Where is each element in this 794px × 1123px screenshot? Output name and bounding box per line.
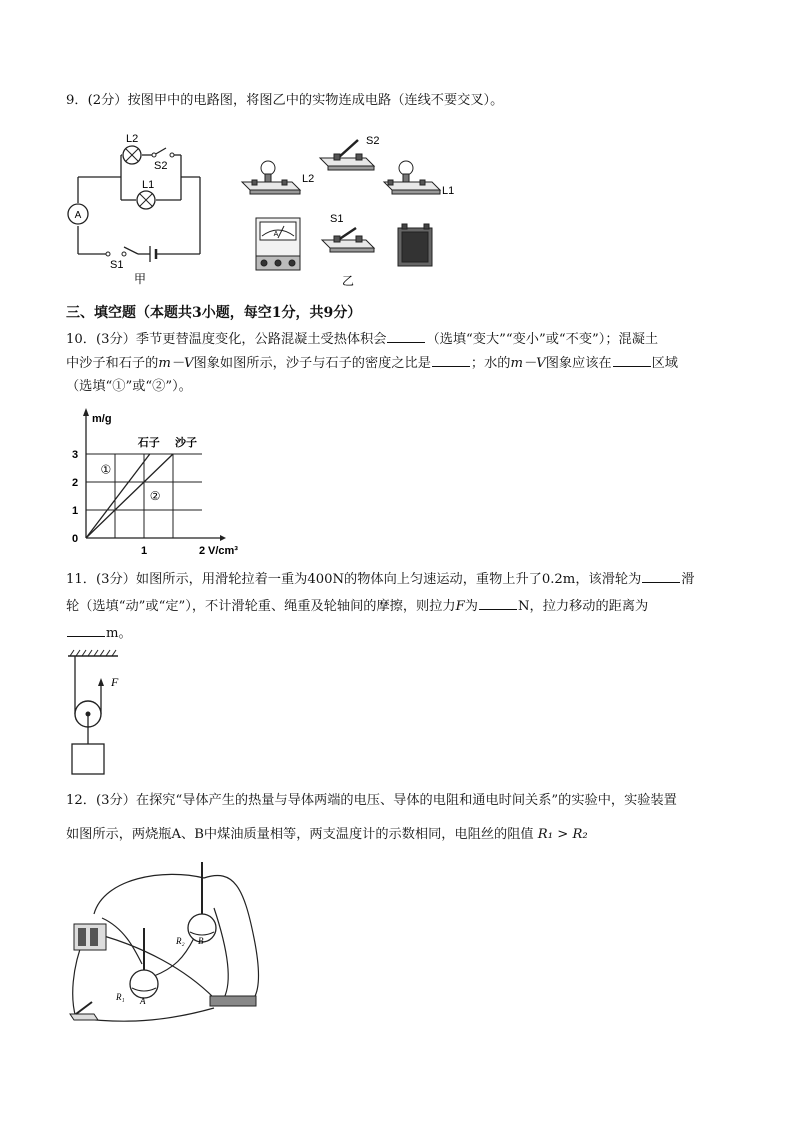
mv-chart	[64, 404, 264, 562]
section-heading: 三、填空题（本题共3小题，每空1分，共9分）	[66, 305, 362, 321]
q11-line2a: 轮（选填“动”或“定”），不计滑轮重、绳重及轮轴间的摩擦，则拉力	[66, 599, 456, 614]
q10-blank2[interactable]	[432, 354, 470, 367]
q12-line2	[66, 826, 588, 844]
label-S1: S1	[110, 259, 124, 271]
q10-line2a: 中沙子和石子的	[66, 356, 159, 371]
q10-mv-symbol-2: m－V	[510, 356, 546, 371]
q12-line2-text: 如图所示，两烧瓶A、B中煤油质量相等，两支温度计的示数相同，电阻丝的阻值	[66, 827, 534, 842]
caption-jia: 甲	[133, 272, 147, 285]
q11-line1	[66, 570, 694, 589]
y-axis-label: m/g	[92, 413, 112, 425]
q10-line3: （选填“①”或“②”）。	[66, 379, 192, 394]
q12-line1: 12．(3分）在探究“导体产生的热量与导体两端的电压、导体的电阻和通电时间关系”的实验中，实验装置	[66, 793, 677, 808]
q11-line2b: 为	[464, 599, 478, 614]
apparatus-figure	[64, 848, 284, 1028]
q11-line1b: 滑	[681, 572, 695, 587]
q10-line2c: ；水的	[470, 356, 511, 371]
label-yi-S1: S1	[330, 213, 344, 225]
q10-blank3[interactable]	[613, 354, 651, 367]
ammeter-label: A	[74, 210, 82, 221]
label-B: B	[198, 936, 204, 946]
y-tick-label: 2	[72, 477, 79, 489]
region-label-2: ②	[149, 489, 161, 504]
region-label-1: ①	[100, 462, 112, 477]
pulley-F-label: F	[111, 675, 119, 689]
q10-blank1[interactable]	[387, 330, 425, 343]
pulley-figure	[66, 648, 136, 780]
components-figure-yi	[238, 128, 460, 288]
x-axis-label: V/cm³	[208, 545, 238, 557]
caption-yi: 乙	[341, 274, 355, 288]
q11-F-symbol: F	[455, 599, 465, 614]
q10-line2	[66, 354, 678, 373]
label-L2: L2	[126, 133, 139, 145]
series-label: 石子	[137, 436, 160, 449]
x-tick-label: 2	[199, 545, 206, 557]
meter-face-label: A	[273, 231, 279, 238]
label-R1: R₁	[116, 992, 125, 1002]
q11-blank3[interactable]	[67, 624, 105, 637]
q11-line2c: N，拉力移动的距离为	[517, 599, 649, 614]
circuit-diagram-jia	[66, 130, 216, 285]
y-tick-label: 3	[72, 449, 79, 461]
q10-line2e: 区域	[651, 356, 678, 371]
q11-blank2[interactable]	[479, 597, 517, 610]
q11-line3	[66, 624, 132, 643]
q12-formula: R₁ > R₂	[537, 827, 588, 842]
q10-line1b: （选填“变大”“变小”或“不变”）；混凝土	[426, 332, 659, 347]
label-R2: R₂	[176, 936, 185, 946]
q9-text: 9．(2分）按图甲中的电路图，将图乙中的实物连成电路（连线不要交叉）。	[66, 93, 504, 108]
label-A: A	[140, 996, 146, 1006]
q10-line2b: 图象如图所示，沙子与石子的密度之比是	[193, 356, 431, 371]
series-label: 沙子	[175, 436, 197, 449]
q11-blank1[interactable]	[642, 570, 680, 583]
x-tick-label: 1	[141, 545, 148, 557]
y-axis-arrow	[83, 408, 89, 416]
q10-line2d: 图象应该在	[545, 356, 612, 371]
series-line	[86, 454, 150, 538]
q10-line1	[66, 330, 658, 349]
label-S2: S2	[154, 160, 168, 172]
q10-mv-symbol: m－V	[158, 356, 194, 371]
q11-line3-text: m。	[106, 626, 132, 641]
label-L1: L1	[142, 179, 155, 191]
y-tick-label: 0	[72, 533, 79, 545]
label-yi-S2: S2	[366, 135, 380, 147]
y-tick-label: 1	[72, 505, 79, 517]
q11-line1a: 11．(3分）如图所示，用滑轮拉着一重为400N的物体向上匀速运动，重物上升了0.2m，该滑轮为	[66, 572, 642, 587]
label-yi-L2: L2	[302, 173, 315, 185]
x-axis-arrow	[220, 535, 226, 541]
q10-line1a: 10．(3分）季节更替温度变化，公路混凝土受热体积会	[66, 332, 387, 347]
label-yi-L1: L1	[442, 185, 455, 197]
q11-line2	[66, 597, 648, 616]
